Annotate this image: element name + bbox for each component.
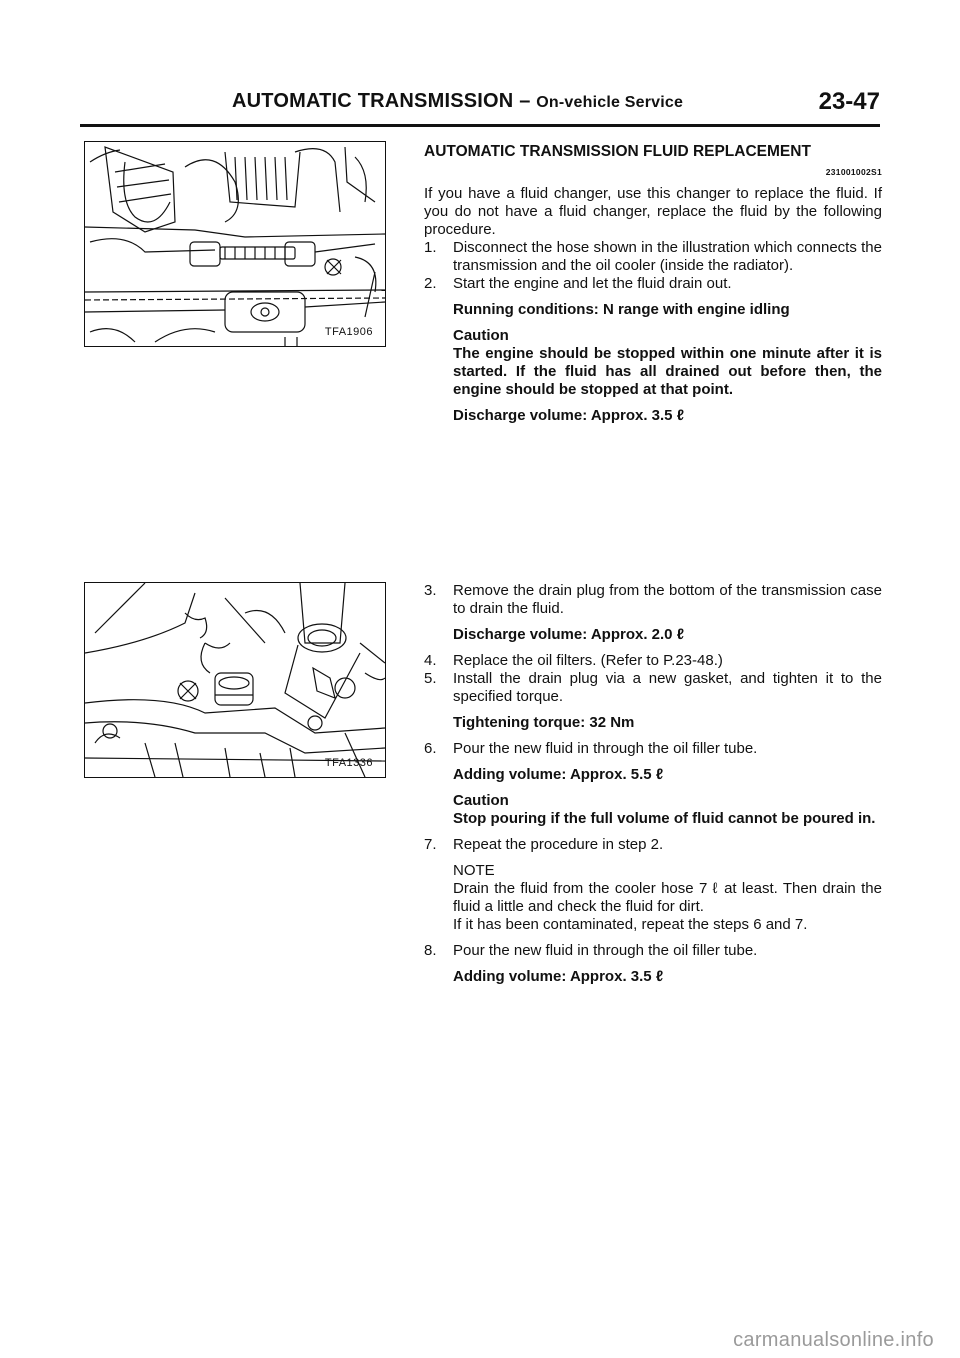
step-7	[424, 836, 882, 854]
step-number: 6.	[424, 740, 437, 757]
header-title: AUTOMATIC TRANSMISSION	[232, 90, 514, 112]
caution-text: The engine should be stopped within one minute after it is started. If the fluid has all drained out before then, the engine should be stopped at that point.	[453, 345, 882, 398]
step-number: 2.	[424, 275, 437, 292]
step-number: 4.	[424, 652, 437, 669]
step-text: Replace the oil filters. (Refer to P.23-48.)	[453, 652, 723, 669]
figure-hose-illustration	[84, 141, 386, 347]
caution-title: Caution	[453, 327, 509, 344]
step-5	[424, 670, 882, 706]
page-title	[232, 90, 683, 113]
step-number: 5.	[424, 670, 437, 687]
drain-plug-illustration	[85, 583, 385, 777]
step-text: Install the drain plug via a new gasket, and tighten it to the specified torque.	[453, 670, 882, 705]
page-number: 23-47	[818, 88, 880, 115]
figure-drain-plug-illustration	[84, 582, 386, 778]
note-text: Drain the fluid from the cooler hose 7 ℓ at least. Then drain the fluid a little and check the fluid for dirt.	[453, 880, 882, 915]
discharge-volume: Discharge volume: Approx. 2.0 ℓ	[453, 626, 685, 643]
step-2	[424, 275, 882, 293]
intro-paragraph: If you have a fluid changer, use this changer to replace the fluid. If you do not have a fluid changer, replace the fluid by the following procedure.	[424, 185, 882, 238]
step-number: 7.	[424, 836, 437, 853]
step-number: 3.	[424, 582, 437, 599]
caution-text: Stop pouring if the full volume of fluid cannot be poured in.	[453, 810, 876, 827]
step-number: 8.	[424, 942, 437, 959]
step-text: Repeat the procedure in step 2.	[453, 836, 664, 853]
step-4	[424, 652, 882, 670]
adding-volume: Adding volume: Approx. 5.5 ℓ	[453, 766, 664, 783]
caution-title: Caution	[453, 792, 509, 809]
step-text: Start the engine and let the fluid drain out.	[453, 275, 732, 292]
step-3	[424, 582, 882, 618]
step-6	[424, 740, 882, 758]
running-conditions: Running conditions: N range with engine idling	[453, 301, 790, 318]
tightening-torque: Tightening torque: 32 Nm	[453, 714, 635, 731]
step-1	[424, 239, 882, 275]
figure-label: TFA1336	[324, 757, 373, 769]
header-dash: –	[513, 90, 537, 112]
watermark: carmanualsonline.info	[733, 1329, 934, 1351]
step-text: Remove the drain plug from the bottom of the transmission case to drain the fluid.	[453, 582, 882, 617]
step-text: Pour the new fluid in through the oil filler tube.	[453, 942, 758, 959]
section-fluid-replacement	[424, 143, 882, 425]
step-8	[424, 942, 882, 960]
step-text: Disconnect the hose shown in the illustration which connects the transmission and the oil cooler (inside the radiator).	[453, 239, 882, 274]
note-title: NOTE	[453, 862, 495, 879]
step-text: Pour the new fluid in through the oil filler tube.	[453, 740, 758, 757]
section-code: 231001002S1	[825, 167, 882, 177]
step-number: 1.	[424, 239, 437, 256]
note-text-2: If it has been contaminated, repeat the steps 6 and 7.	[453, 916, 808, 933]
header-subtitle: On-vehicle Service	[536, 94, 684, 111]
adding-volume: Adding volume: Approx. 3.5 ℓ	[453, 968, 664, 985]
section-title: AUTOMATIC TRANSMISSION FLUID REPLACEMENT	[424, 143, 811, 160]
page-header	[80, 88, 880, 127]
section-drain-and-refill	[424, 582, 882, 986]
hose-illustration	[85, 142, 385, 346]
discharge-volume: Discharge volume: Approx. 3.5 ℓ	[453, 407, 685, 424]
figure-label: TFA1906	[324, 326, 373, 338]
